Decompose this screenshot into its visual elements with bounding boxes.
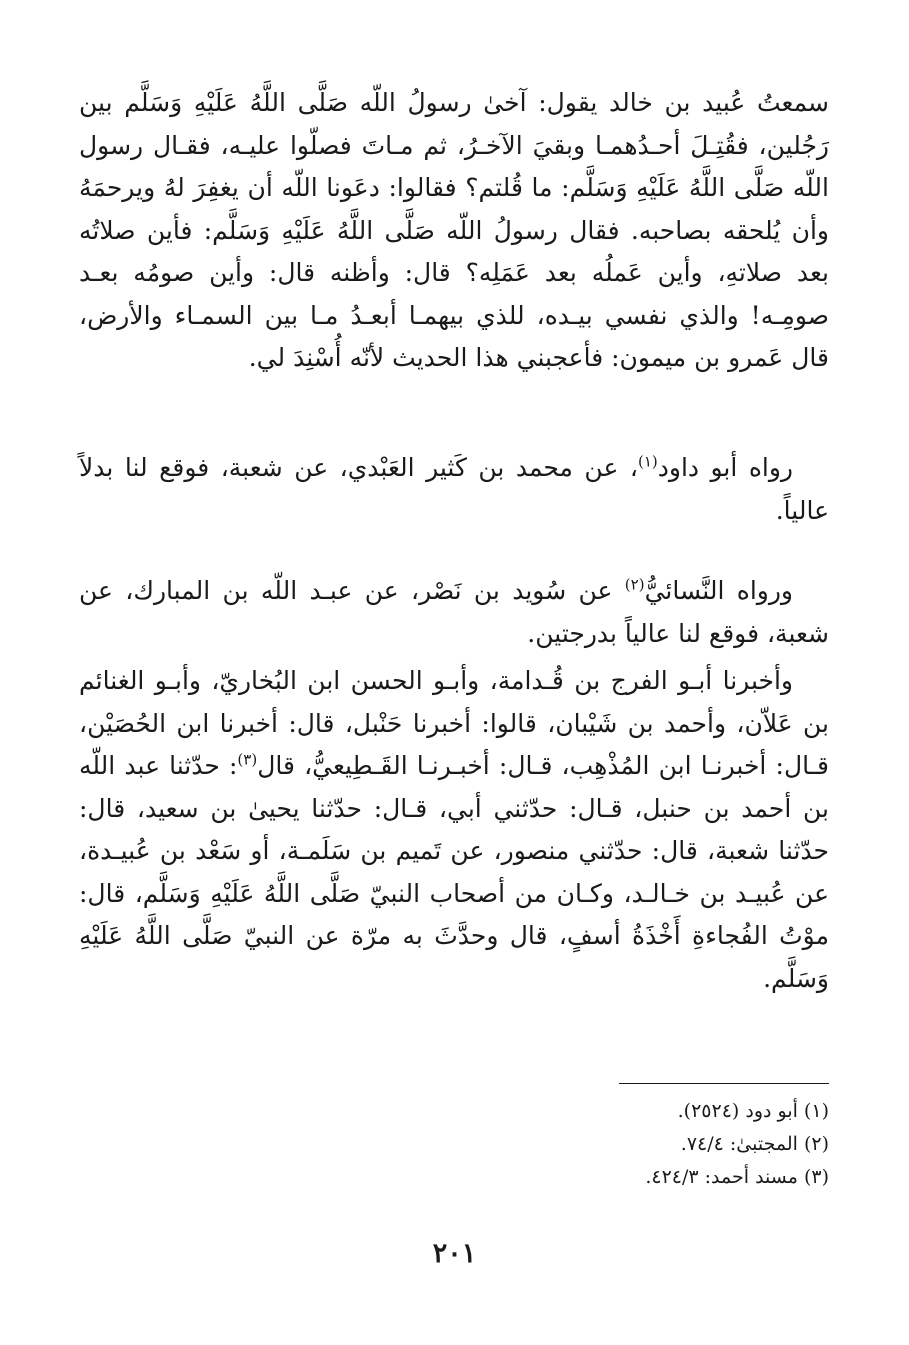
footnote-3: (٣) مسند أحمد: ٤٢٤/٣. bbox=[645, 1166, 829, 1188]
isnad-paragraph bbox=[79, 660, 829, 1000]
footnote-2: (٢) المجتبىٰ: ٧٤/٤. bbox=[680, 1133, 829, 1155]
footnote-ref-1[interactable]: (١) bbox=[637, 452, 658, 471]
paragraph-text bbox=[79, 447, 829, 532]
nasai-paragraph bbox=[79, 570, 829, 655]
footnote-ref-2[interactable]: (٢) bbox=[624, 575, 645, 594]
paragraph-text bbox=[79, 660, 829, 1000]
page-number: ٢٠١ bbox=[432, 1238, 477, 1269]
footnote-ref-3[interactable]: (٣) bbox=[237, 750, 258, 769]
footnote-1: (١) أبو دود (٢٥٢٤). bbox=[677, 1100, 829, 1122]
abu-dawud-paragraph bbox=[79, 447, 829, 532]
hadith-paragraph bbox=[79, 82, 829, 380]
paragraph-text-start: وأخبرنا أبـو الفرج بن قُـدامة، وأبـو الحسن ابن البُخاريّ، وأبـو الغنائم بن عَلاّن، وأحمد بن شَيْبان، قالوا: أخبرنا حَنْبل، قال: أخبرنا ابن الحُصَيْن، قـال: أخبرنـا ابن المُذْهِب، قـال: أخبـرنـا القَـطِيعيُّ، قال bbox=[79, 666, 830, 780]
footnote-divider bbox=[619, 1083, 829, 1084]
paragraph-text-start: رواه أبو داود bbox=[657, 453, 794, 482]
footnotes bbox=[429, 1095, 829, 1194]
paragraph-text bbox=[79, 570, 829, 655]
paragraph-text-end: : حدّثنا عبد اللّه بن أحمد بن حنبل، قـال: حدّثني أبي، قـال: حدّثنا يحيىٰ بن سعيد، قال: حدّثنا شعبة، قال: حدّثني منصور، عن تَميم بن سَلَمـة، أو سَعْد بن عُبيـدة، عن عُبيـد بن خـالـد، وكـان من أصحاب النبيّ صَلَّى اللَّهُ عَلَيْهِ وَسَلَّم، قال: موْتُ الفُجاءةِ أَخْذَةُ أسفٍ، قال وحدَّثَ به مرّة عن النبيّ صَلَّى اللَّهُ عَلَيْهِ وَسَلَّم. bbox=[79, 751, 829, 993]
paragraph-text-end: عن سُويد بن نَصْر، عن عبـد اللّه بن المبارك، عن شعبة، فوقع لنا عالياً بدرجتين. bbox=[79, 576, 829, 648]
paragraph-text: سمعتُ عُبيد بن خالد يقول: آخىٰ رسولُ اللّه صَلَّى اللَّهُ عَلَيْهِ وَسَلَّم بين رَجُلين، فقُتِـلَ أحـدُهمـا وبقيَ الآخـرُ، ثم مـاتَ فصلّوا عليـه، فقـال رسول اللّه صَلَّى اللَّهُ عَلَيْهِ وَسَلَّم: ما قُلتم؟ فقالوا: دعَونا اللّه أن يغفِرَ لهُ ويرحمَهُ وأن يُلحقه بصاحبه. فقال رسولُ اللّه صَلَّى اللَّهُ عَلَيْهِ وَسَلَّم: فأين صلاتُه بعد صلاتهِ، وأين عَملُه بعد عَمَلِه؟ قال: وأظنه قال: وأين صومُه بعـد صومِـه! والذي نفسي بيـده، للذي بيهمـا أبعـدُ مـا بين السمـاء والأرض، قال عَمرو بن ميمون: فأعجبني هذا الحديث لأنّه أُسْنِدَ لي. bbox=[79, 88, 829, 372]
paragraph-text-start: ورواه النَّسائيُّ bbox=[644, 576, 794, 605]
paragraph-text-end: ، عن محمد بن كَثير العَبْدي، عن شعبة، فوقع لنا بدلاً عالياً. bbox=[79, 453, 829, 525]
